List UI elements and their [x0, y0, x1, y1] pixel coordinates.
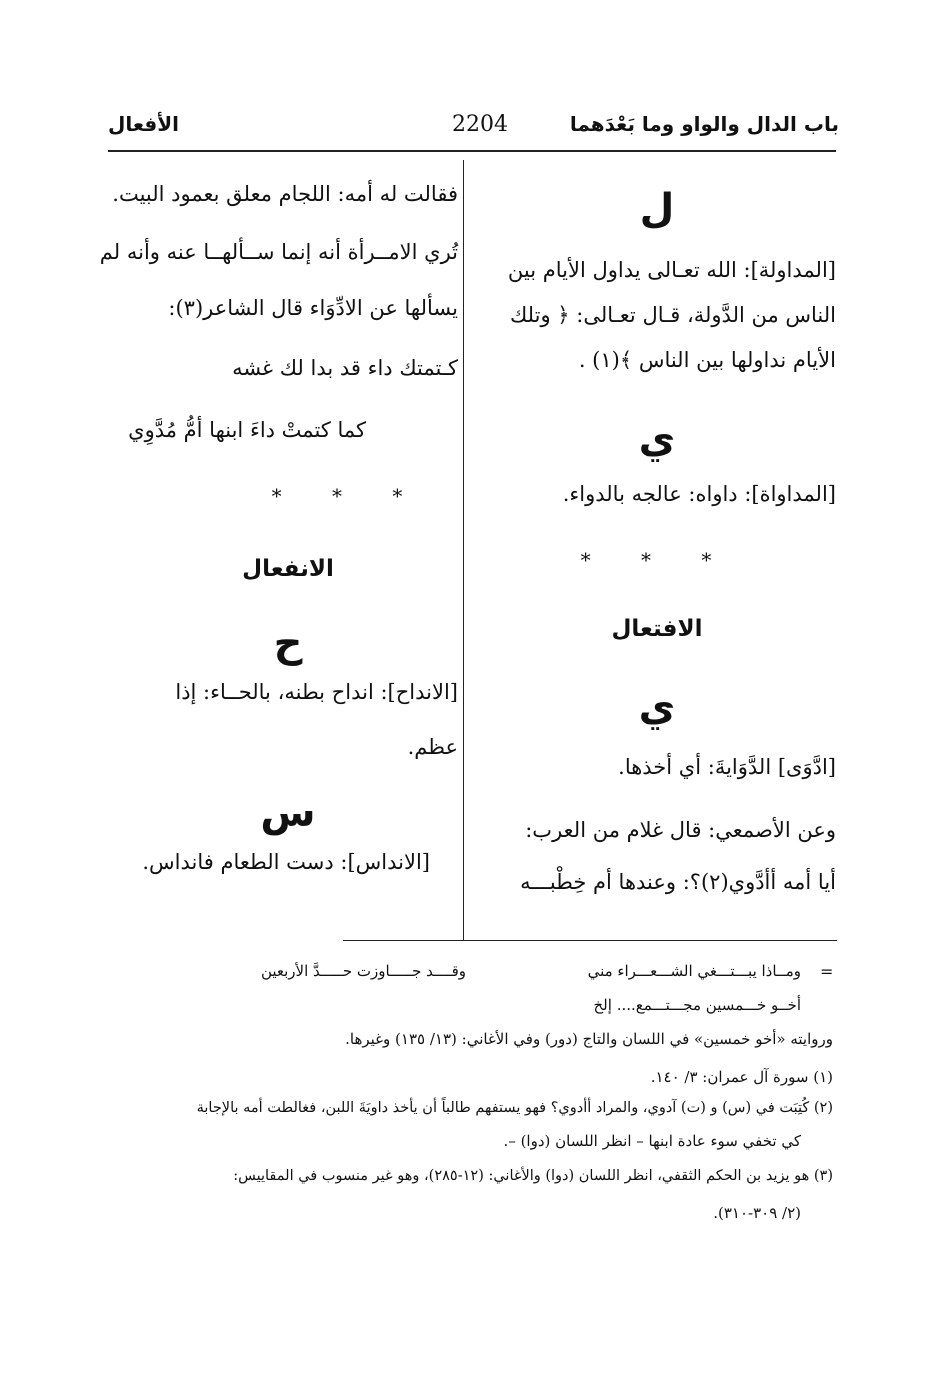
footnote-3-cont: (٢/ ٣٠٩-٣١٠).	[713, 1204, 801, 1222]
section-divider-stars: * * *	[271, 484, 425, 508]
letter-heading-ya: ي	[638, 684, 676, 730]
entry-iddawa: [ادَّوَى] الدَّوَايةَ: أي أخذها.	[618, 755, 836, 779]
entry-mudawat: [المداواة]: داواه: عالجه بالدواء.	[562, 482, 836, 506]
right-column	[478, 160, 836, 940]
footnote-rule	[343, 940, 837, 941]
column-divider	[463, 160, 464, 940]
entry-mudawala-line: الناس من الدَّولة، قـال تعـالى: ﴿ وتلك	[509, 303, 836, 327]
section-divider-stars: * * *	[580, 548, 734, 572]
letter-heading-ya: ي	[638, 416, 676, 462]
poem-verse: كما كتمتْ داءَ ابنها أمُّ مُدَّوِي	[128, 418, 366, 442]
running-header-left: الأفعال	[108, 112, 179, 136]
footnote-verse: أخــو خـــمسين مجـــتـــمع.... إلخ	[593, 996, 801, 1014]
footnote-2: (٢) كُتِبَت في (س) و (ت) آدوي، والمراد أأدوي؟ فهو يستفهم طالباً أن يأخذ داويَةَ اللبن، فغالطت أمه بالإجابة	[196, 1100, 833, 1116]
letter-heading-ha: ح	[273, 620, 303, 666]
entry-asmai-line: أيا أمه أأدَّوي(٢)؟: وعندها أم خِطْبـــه	[520, 870, 836, 894]
entry-indiyah: [الانداح]: انداح بطنه، بالحــاء: إذا	[175, 680, 458, 704]
footnote-1: (١) سورة آل عمران: ٣/ ١٤٠.	[650, 1068, 833, 1086]
page-number: 2204	[452, 112, 508, 137]
running-header-right: باب الدال والواو وما بَعْدَهما	[569, 112, 839, 136]
footnote-3: (٣) هو يزيد بن الحكم الثقفي، انظر اللسان (دوا) والأغاني: (١٢-٢٨٥)، وهو غير منسوب في المقاييس:	[233, 1168, 833, 1184]
poem-verse: كـتمتك داء قد بدا لك غشه	[232, 356, 458, 380]
body-line: فقالت له أمه: اللجام معلق بعمود البيت.	[112, 182, 458, 206]
left-column	[99, 160, 458, 940]
letter-heading-lam: ل	[639, 186, 675, 232]
footnote-text: وروايته «أخو خمسين» في اللسان والتاج (دور) وفي الأغاني: (١٣/ ١٣٥) وغيرها.	[345, 1030, 833, 1048]
entry-mudawala: [المداولة]: الله تعـالى يداول الأيام بين	[507, 258, 836, 282]
body-line: تُري الامــرأة أنه إنما ســألهــا عنه وأنه لم	[99, 240, 458, 264]
section-title-infial: الانفعال	[242, 556, 334, 582]
body-line: يسألها عن الادِّوَاء قال الشاعر(٣):	[168, 296, 458, 320]
entry-indiyah-line: عظم.	[407, 735, 458, 759]
entry-mudawala-line: الأيام نداولها بين الناس ﴾(١) .	[578, 348, 836, 372]
header-rule	[108, 150, 836, 152]
footnote-verse: ومــاذا يبـــتـــغي الشـــعـــراء مني	[587, 962, 801, 980]
footnote-verse: وقــــد جـــــاوزت حـــــدَّ الأربعين	[260, 962, 466, 980]
footnote-continuation-marker: =	[820, 962, 834, 981]
letter-heading-sin: س	[260, 790, 316, 836]
footnote-2-cont: كي تخفي سوء عادة ابنها – انظر اللسان (دوا) –.	[503, 1132, 801, 1150]
entry-indiyas: [الانداس]: دست الطعام فانداس.	[142, 850, 430, 874]
entry-asmai: وعن الأصمعي: قال غلام من العرب:	[525, 818, 836, 842]
section-title-iftial: الافتعال	[611, 616, 703, 642]
